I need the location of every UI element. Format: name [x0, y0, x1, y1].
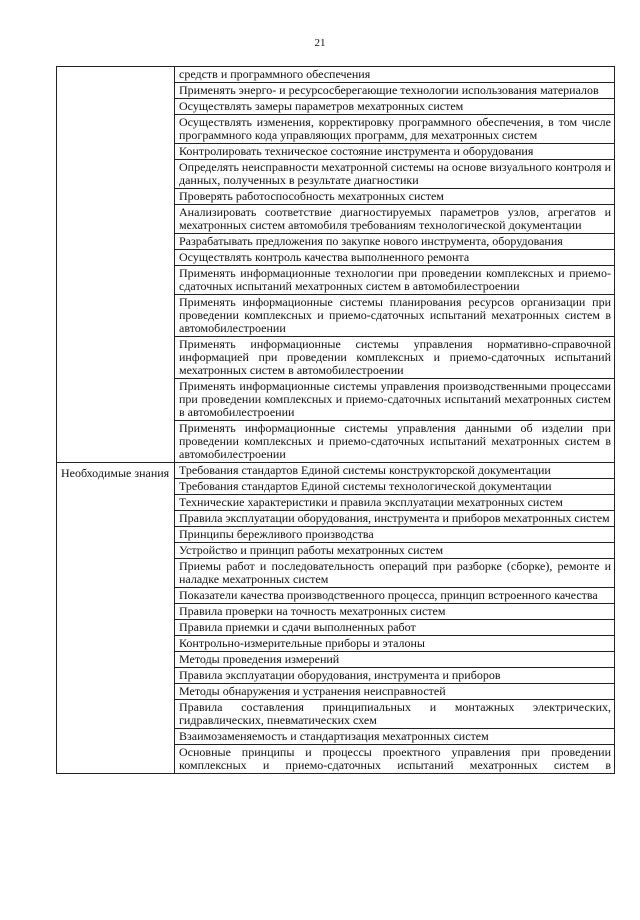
- knowledge-item: Показатели качества производственного процесса, принцип встроенного качества: [175, 588, 615, 604]
- knowledge-item: Методы обнаружения и устранения неисправностей: [175, 684, 615, 700]
- knowledge-item: Требования стандартов Единой системы технологической документации: [175, 479, 615, 495]
- knowledge-item: Принципы бережливого производства: [175, 527, 615, 543]
- skill-item: Применять информационные системы планирования ресурсов организации при проведении комплексных и приемо-сдаточных испытаний мехатронных систем в автомобилестроении: [175, 295, 615, 337]
- knowledge-item: Взаимозаменяемость и стандартизация мехатронных систем: [175, 729, 615, 745]
- skill-item: Осуществлять изменения, корректировку программного обеспечения, в том числе программного кода управляющих программ, для мехатронных систем: [175, 115, 615, 144]
- knowledge-item: Требования стандартов Единой системы конструкторской документации: [175, 463, 615, 479]
- skill-item: Определять неисправности мехатронной системы на основе визуального контроля и данных, полученных в результате диагностики: [175, 160, 615, 189]
- knowledge-item: Правила проверки на точность мехатронных систем: [175, 604, 615, 620]
- knowledge-item: Правила эксплуатации оборудования, инструмента и приборов мехатронных систем: [175, 511, 615, 527]
- skill-item: Контролировать техническое состояние инструмента и оборудования: [175, 144, 615, 160]
- requirements-table: [56, 66, 615, 774]
- skill-item: Проверять работоспособность мехатронных систем: [175, 189, 615, 205]
- skill-item: Применять информационные системы управления нормативно-справочной информацией при проведении комплексных и приемо-сдаточных испытаний мехатронных систем в автомобилестроении: [175, 337, 615, 379]
- skill-item: Применять информационные системы управления данными об изделии при проведении комплексных и приемо-сдаточных испытаний мехатронных систем в автомобилестроении: [175, 421, 615, 463]
- skills-label-cell: [57, 67, 175, 463]
- requirements-table-body: [57, 67, 615, 774]
- skill-item: Анализировать соответствие диагностируемых параметров узлов, агрегатов и мехатронных систем автомобиля требованиям технологической документации: [175, 205, 615, 234]
- skill-item: средств и программного обеспечения: [175, 67, 615, 83]
- knowledge-row: [57, 463, 615, 479]
- knowledge-item: Правила эксплуатации оборудования, инструмента и приборов: [175, 668, 615, 684]
- knowledge-label: Необходимые знания: [57, 463, 175, 774]
- knowledge-item: Технические характеристики и правила эксплуатации мехатронных систем: [175, 495, 615, 511]
- knowledge-item: Приемы работ и последовательность операций при разборке (сборке), ремонте и наладке мехатронных систем: [175, 559, 615, 588]
- knowledge-item: Правила приемки и сдачи выполненных работ: [175, 620, 615, 636]
- skill-item: Применять энерго- и ресурсосберегающие технологии использования материалов: [175, 83, 615, 99]
- knowledge-item: Основные принципы и процессы проектного управления при проведении комплексных и приемо-сдаточных испытаний мехатронных систем в: [175, 745, 615, 774]
- page-number: 21: [314, 37, 326, 49]
- knowledge-item: Правила составления принципиальных и монтажных электрических, гидравлических, пневматических схем: [175, 700, 615, 729]
- skill-item: Разрабатывать предложения по закупке нового инструмента, оборудования: [175, 234, 615, 250]
- skill-item: Применять информационные технологии при проведении комплексных и приемо-сдаточных испытаний мехатронных систем в автомобилестроении: [175, 266, 615, 295]
- skill-row: [57, 67, 615, 83]
- knowledge-item: Устройство и принцип работы мехатронных систем: [175, 543, 615, 559]
- skill-item: Осуществлять контроль качества выполненного ремонта: [175, 250, 615, 266]
- skill-item: Осуществлять замеры параметров мехатронных систем: [175, 99, 615, 115]
- skill-item: Применять информационные системы управления производственными процессами при проведении комплексных и приемо-сдаточных испытаний мехатронных систем в автомобилестроении: [175, 379, 615, 421]
- knowledge-item: Контрольно-измерительные приборы и эталоны: [175, 636, 615, 652]
- knowledge-item: Методы проведения измерений: [175, 652, 615, 668]
